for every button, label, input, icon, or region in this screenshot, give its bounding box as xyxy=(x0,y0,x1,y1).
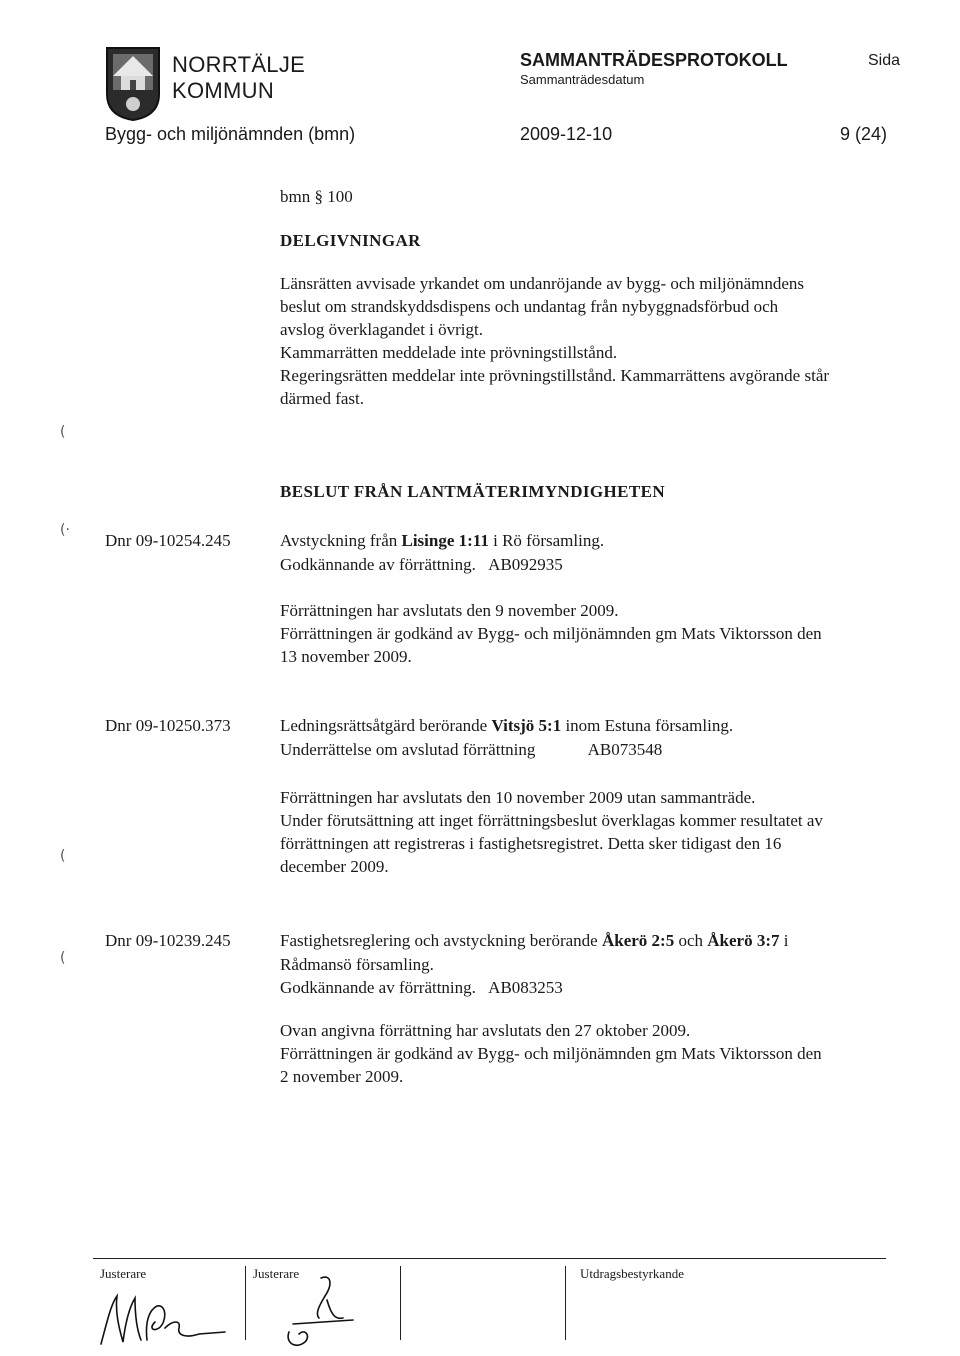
approval-text: Godkännande av förrättning. xyxy=(280,555,476,574)
item-text: Ledningsrättsåtgärd berörande xyxy=(280,716,492,735)
body-line: avslog överklagandet i övrigt. xyxy=(280,320,484,339)
dnr-number: Dnr 09-10239.245 xyxy=(105,931,231,950)
body-line: Kammarrätten meddelade inte prövningstillstånd. xyxy=(280,343,618,362)
footer-column-separator xyxy=(400,1266,401,1340)
approval-text: Godkännande av förrättning. xyxy=(280,978,476,997)
body-line: därmed fast. xyxy=(280,389,365,408)
committee-name: Bygg- och miljönämnden (bmn) xyxy=(105,124,356,144)
item-approval xyxy=(280,738,662,761)
item-text: Fastighetsreglering och avstyckning berörande xyxy=(280,931,602,950)
body-line: Förrättningen har avslutats den 10 november 2009 utan sammanträde. xyxy=(280,788,756,807)
body-line: Under förutsättning att inget förrättningsbeslut överklagas kommer resultatet av xyxy=(280,811,823,830)
body-line: Förrättningen är godkänd av Bygg- och miljönämnden gm Mats Viktorsson den xyxy=(280,624,822,643)
body-line: 13 november 2009. xyxy=(280,647,412,666)
item-title xyxy=(280,529,604,552)
approval-text: Underrättelse om avslutad förrättning xyxy=(280,740,536,759)
footer-label-utdragsbestyrkande: Utdragsbestyrkande xyxy=(580,1266,684,1281)
signature-2 xyxy=(275,1270,365,1352)
body-line: Förrättningen har avslutats den 9 november 2009. xyxy=(280,601,619,620)
protocol-title: SAMMANTRÄDESPROTOKOLL xyxy=(520,50,788,70)
organization-name xyxy=(172,52,305,104)
item-approval xyxy=(280,976,563,999)
body-line: förrättningen att registreras i fastighetsregistret. Detta sker tidigast den 16 xyxy=(280,834,782,853)
property-name: Åkerö 2:5 xyxy=(601,931,675,950)
body-line: Länsrätten avvisade yrkandet om undanröjande av bygg- och miljönämndens xyxy=(280,274,805,293)
margin-mark: ( xyxy=(60,424,66,440)
item-text: Avstyckning från xyxy=(280,531,402,550)
item-text: inom Estuna församling. xyxy=(561,716,734,735)
footer-label-justerare-2: Justerare xyxy=(253,1266,300,1281)
item-body xyxy=(280,599,822,668)
case-code: AB092935 xyxy=(488,555,563,574)
margin-mark: ( xyxy=(60,950,66,966)
case-code: AB083253 xyxy=(488,978,563,997)
case-code: AB073548 xyxy=(587,740,663,759)
meeting-date: 2009-12-10 xyxy=(520,124,613,144)
page-label: Sida xyxy=(868,52,901,69)
body-line: december 2009. xyxy=(280,857,389,876)
paragraph-number: bmn § 100 xyxy=(280,187,353,206)
property-name: Åkerö 3:7 xyxy=(707,931,780,950)
org-name-line1: NORRTÄLJE xyxy=(172,52,306,77)
property-name: Lisinge 1:11 xyxy=(401,531,489,550)
section-body xyxy=(280,272,829,410)
item-body xyxy=(280,1019,822,1088)
section-heading: DELGIVNINGAR xyxy=(280,231,421,250)
item-text: och xyxy=(674,931,708,950)
lantmateri-heading: BESLUT FRÅN LANTMÄTERIMYNDIGHETEN xyxy=(280,482,666,501)
signature-1 xyxy=(95,1282,245,1352)
property-name: Vitsjö 5:1 xyxy=(491,716,562,735)
footer-label-justerare-1: Justerare xyxy=(100,1266,147,1281)
dnr-number: Dnr 09-10250.373 xyxy=(105,716,231,735)
body-line: Ovan angivna förrättning har avslutats den 27 oktober 2009. xyxy=(280,1021,691,1040)
item-text: i Rö församling. xyxy=(488,531,605,550)
body-line: beslut om strandskyddsdispens och undantag från nybyggnadsförbud och xyxy=(280,297,779,316)
item-title xyxy=(280,929,788,952)
org-name-line2: KOMMUN xyxy=(172,78,275,103)
dnr-number: Dnr 09-10254.245 xyxy=(105,531,231,550)
item-title xyxy=(280,714,733,737)
item-approval xyxy=(280,553,563,576)
body-line: Förrättningen är godkänd av Bygg- och miljönämnden gm Mats Viktorsson den xyxy=(280,1044,822,1063)
item-parish: Rådmansö församling. xyxy=(280,955,434,974)
margin-mark: (· xyxy=(60,522,70,538)
footer-column-separator xyxy=(565,1266,566,1340)
municipality-crest-icon xyxy=(105,46,161,122)
footer-divider xyxy=(93,1258,886,1259)
body-line: Regeringsrätten meddelar inte prövningstillstånd. Kammarrättens avgörande står xyxy=(280,366,830,385)
item-text: i xyxy=(779,931,789,950)
item-body xyxy=(280,786,823,878)
margin-mark: ( xyxy=(60,848,66,864)
protocol-subtitle: Sammanträdesdatum xyxy=(520,72,645,87)
body-line: 2 november 2009. xyxy=(280,1067,404,1086)
footer-column-separator xyxy=(245,1266,246,1340)
page-number: 9 (24) xyxy=(840,124,888,144)
